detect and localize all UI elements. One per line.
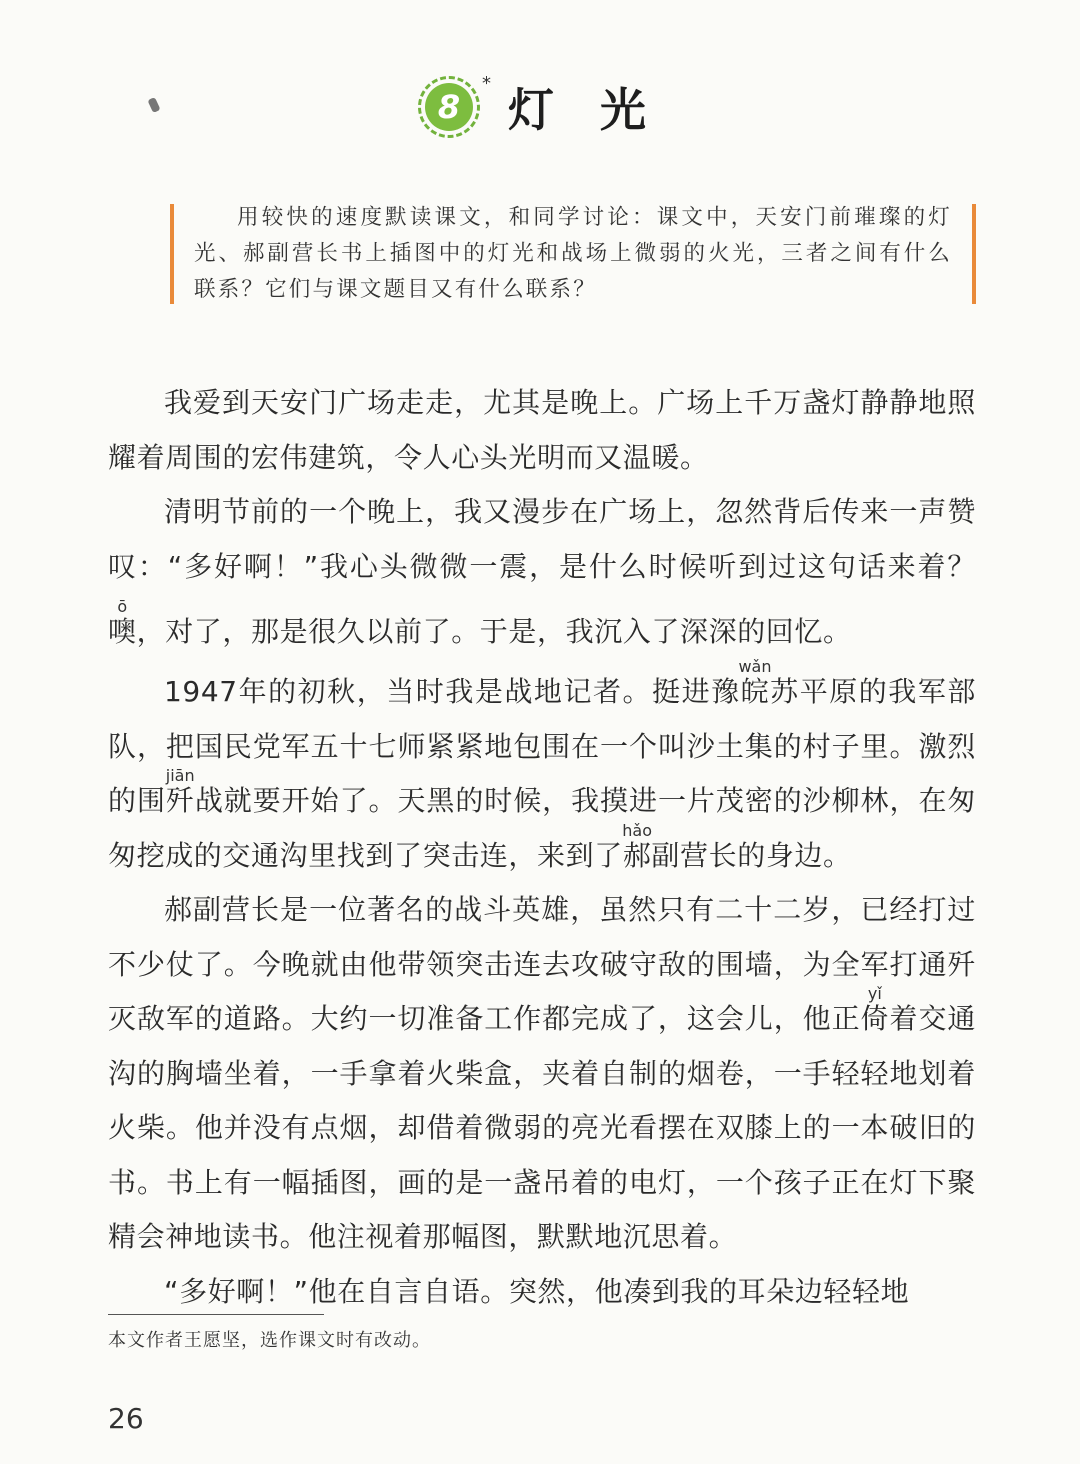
paragraph-3: 1947年的初秋，当时我是战地记者。挺进豫皖wǎn苏平原的我军部队，把国民党军五十七师紧紧地包围在一个叫沙土集的村子里。激烈的围歼jiān战就要开始了。天黑的时候，我摸进一片茂密的沙柳林，在匆匆挖成的交通沟里找到了突击连，来到了郝hǎo副营长的身边。 xyxy=(108,657,976,872)
page-number: 26 xyxy=(108,1402,144,1435)
print-speck xyxy=(147,97,160,113)
pinyin-annotation: 郝hǎo xyxy=(622,820,652,872)
pinyin-annotation: 歼jiān xyxy=(165,766,195,817)
pinyin-annotation: 倚yǐ xyxy=(860,984,890,1035)
footnote: 本文作者王愿坚，选作课文时有改动。 xyxy=(108,1330,431,1351)
guide-right-bar xyxy=(972,204,976,304)
lesson-number: 8 xyxy=(425,83,473,131)
reading-guide-box xyxy=(170,204,976,306)
lesson-body xyxy=(108,376,976,1319)
paragraph-5: “多好啊！”他在自言自语。突然，他凑到我的耳朵边轻轻地 xyxy=(164,1274,910,1308)
optional-lesson-marker: * xyxy=(482,73,491,94)
paragraph-4: 郝副营长是一位著名的战斗英雄，虽然只有二十二岁，已经打过不少仗了。今晚就由他带领突击连去攻破守敌的围墙，为全军打通歼灭敌军的道路。大约一切准备工作都完成了，这会儿，他正倚yǐ着交通沟的胸墙坐着，一手拿着火柴盒，夹着自制的烟卷，一手轻轻地划着火柴。他并没有点烟，却借着微弱的亮光看摆在双膝上的一本破旧的书。书上有一幅插图，画的是一盏吊着的电灯，一个孩子正在灯下聚精会神地读书。他注视着那幅图，默默地沉思着。 xyxy=(108,893,976,1253)
paragraph-2: 清明节前的一个晚上，我又漫步在广场上，忽然背后传来一声赞叹：“多好啊！”我心头微微一震，是什么时候听到过这句话来着？噢ō，对了，那是很久以前了。于是，我沉入了深深的回忆。 xyxy=(108,495,976,648)
footnote-divider xyxy=(108,1314,324,1315)
paragraph-1: 我爱到天安门广场走走，尤其是晚上。广场上千万盏灯静静地照耀着周围的宏伟建筑，令人心头光明而又温暖。 xyxy=(108,386,976,474)
colon-with-dot: ： xyxy=(137,549,168,583)
lesson-title: 灯光 xyxy=(508,83,692,137)
lesson-number-badge xyxy=(418,73,491,138)
pinyin-annotation: 皖wǎn xyxy=(738,657,772,708)
pinyin-annotation: 噢ō xyxy=(108,596,137,648)
lesson-header xyxy=(418,72,692,142)
guide-left-bar xyxy=(170,204,174,304)
reading-guide-text: 用较快的速度默读课文，和同学讨论：课文中，天安门前璀璨的灯光、郝副营长书上插图中的灯光和战场上微弱的火光，三者之间有什么联系？它们与课文题目又有什么联系？ xyxy=(194,205,952,302)
